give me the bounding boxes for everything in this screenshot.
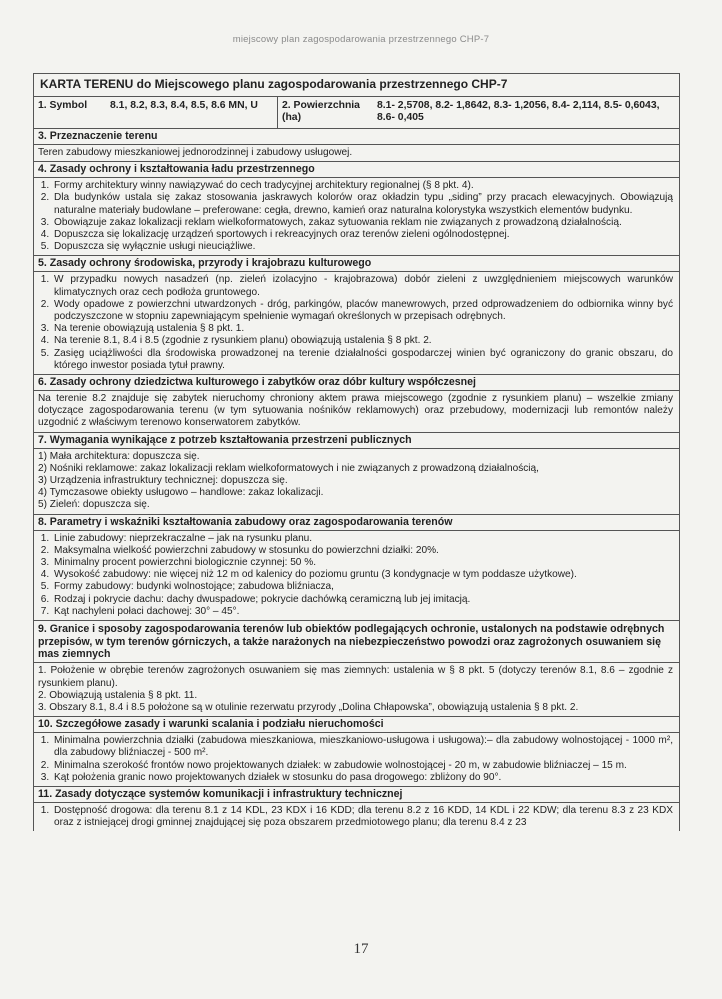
section-heading: 8. Parametry i wskaźniki kształtowania zabudowy oraz zagospodarowania terenów bbox=[34, 515, 679, 531]
card-title: KARTA TERENU do Miejscowego planu zagospodarowania przestrzennego CHP-7 bbox=[34, 74, 679, 97]
section-heading: 6. Zasady ochrony dziedzictwa kulturowego i zabytków oraz dóbr kultury współczesnej bbox=[34, 375, 679, 391]
section-body bbox=[34, 449, 679, 515]
list-item: 4. Na terenie 8.1, 8.4 i 8.5 (zgodnie z rysunkiem planu) obowiązują ustalenia § 8 pkt. 2. bbox=[52, 335, 673, 347]
symbol-label: 1. Symbol bbox=[38, 100, 88, 111]
section-body: Na terenie 8.2 znajduje się zabytek nieruchomy chroniony aktem prawa miejscowego (zgodnie z rysunkiem planu) – wszelkie zmiany dotyczące zagospodarowania terenu (w tym sytuowania nośników reklamowych) oraz przebudowy, modernizacji lub remontów należy uzgodnić z właściwym terenowo konserwatorem zabytków. bbox=[34, 391, 679, 433]
list-item: 5. Zasięg uciążliwości dla środowiska prowadzonej na terenie działalności gospodarczej winien być ograniczony do granic obszaru, do którego inwestor posiada tytuł prawny. bbox=[52, 348, 673, 372]
section-body bbox=[34, 531, 679, 621]
list-item: 2. Maksymalna wielkość powierzchni zabudowy w stosunku do powierzchni działki: 20%. bbox=[52, 545, 673, 557]
list-item: 1. Dostępność drogowa: dla terenu 8.1 z 14 KDL, 23 KDX i 16 KDD; dla terenu 8.2 z 16 KDD, 14 KDL i 22 KDW; dla terenu 8.3 z 23 KDX oraz z istniejącej drogi gminnej znajdującej się poza obszarem przedmiotowego planu; dla terenu 8.4 z 23 bbox=[52, 805, 673, 829]
list-item: 7. Kąt nachyleni połaci dachowej: 30° – 45°. bbox=[52, 606, 673, 618]
symbol-area-row bbox=[34, 97, 679, 129]
section-body bbox=[34, 178, 679, 256]
section-heading: 5. Zasady ochrony środowiska, przyrody i krajobrazu kulturowego bbox=[34, 256, 679, 272]
section-heading: 4. Zasady ochrony i kształtowania ładu przestrzennego bbox=[34, 162, 679, 178]
list-item: 1. Linie zabudowy: nieprzekraczalne – jak na rysunku planu. bbox=[52, 533, 673, 545]
list-item: 3. Na terenie obowiązują ustalenia § 8 pkt. 1. bbox=[52, 323, 673, 335]
list-item: 2. Obowiązują ustalenia § 8 pkt. 11. bbox=[38, 689, 198, 701]
list-item: 3. Obowiązuje zakaz lokalizacji reklam wielkoformatowych, zakaz sytuowania reklam nie związanych z prowadzoną działalnością. bbox=[52, 217, 673, 229]
symbol-value: 8.1, 8.2, 8.3, 8.4, 8.5, 8.6 MN, U bbox=[110, 100, 258, 111]
list-item: 4) Tymczasowe obiekty usługowo – handlowe: zakaz lokalizacji. bbox=[38, 487, 324, 499]
list-item: 2. Minimalna szerokość frontów nowo projektowanych działek: w zabudowie wolnostojącej - 20 m, w zabudowie bliźniaczej – 15 m. bbox=[52, 760, 673, 772]
land-card-table bbox=[33, 73, 680, 831]
list-item: 3. Minimalny procent powierzchni biologicznie czynnej: 50 %. bbox=[52, 557, 673, 569]
list-item: 2. Dla budynków ustala się zakaz stosowania jaskrawych kolorów oraz okładzin typu „siding” przy pracach elewacyjnych. Obowiązują naturalne materiały budowlane – preferowane: cegła, drewno, kamień oraz naturalna kolorystyka wszystkich elementów budynku. bbox=[52, 192, 673, 216]
list-item: 1. Minimalna powierzchnia działki (zabudowa mieszkaniowa, mieszkaniowo-usługowa i usługowa):– dla zabudowy wolnostojącej - 1000 m², dla zabudowy bliźniaczej - 500 m². bbox=[52, 735, 673, 759]
list-item: 5. Formy zabudowy: budynki wolnostojące; zabudowa bliźniacza, bbox=[52, 581, 673, 593]
list-item: 1) Mała architektura: dopuszcza się. bbox=[38, 450, 200, 462]
page-number: 17 bbox=[353, 941, 369, 957]
list-item: 2. Wody opadowe z powierzchni utwardzonych - dróg, parkingów, placów manewrowych, przed odprowadzeniem do odbiornika winny być podczyszczone w stopniu zapewniającym spełnienie wymagań określonych w przepisach odrębnych. bbox=[52, 299, 673, 323]
area-cell bbox=[278, 97, 679, 128]
section-body bbox=[34, 733, 679, 787]
running-header: miejscowy plan zagospodarowania przestrzennego CHP-7 bbox=[232, 34, 490, 45]
list-item: 1. W przypadku nowych nasadzeń (np. zieleń izolacyjno - krajobrazowa) dobór zieleni z uwzględnieniem miejscowych warunków klimatycznych oraz cech podłoża gruntowego. bbox=[52, 274, 673, 298]
area-value: 8.1- 2,5708, 8.2- 1,8642, 8.3- 1,2056, 8.4- 2,114, 8.5- 0,6043, 8.6- 0,405 bbox=[377, 100, 660, 124]
section-heading: 9. Granice i sposoby zagospodarowania terenów lub obiektów podlegających ochronie, ustalonych na podstawie odrębnych przepisów, w tym terenów górniczych, a także narażonych na niebezpieczeństwo powodzi oraz zagrożonych osuwaniem się mas ziemnych bbox=[34, 621, 679, 663]
section-heading: 11. Zasady dotyczące systemów komunikacji i infrastruktury technicznej bbox=[34, 787, 679, 803]
list-item: 3. Kąt położenia granic nowo projektowanych działek w stosunku do pasa drogowego: zbliżony do 90°. bbox=[52, 772, 673, 784]
list-item: 2) Nośniki reklamowe: zakaz lokalizacji reklam wielkoformatowych i nie związanych z prowadzoną działalnością, bbox=[38, 462, 539, 474]
section-body bbox=[34, 803, 679, 831]
list-item: 3. Obszary 8.1, 8.4 i 8.5 położone są w otulinie rezerwatu przyrody „Dolina Chłapowska”, obowiązują ustalenia § 8 pkt. 2. bbox=[38, 701, 579, 713]
list-item: 1. Położenie w obrębie terenów zagrożonych osuwaniem się mas ziemnych: ustalenia w § 8 pkt. 5 (dotyczy terenów 8.1, 8.6 – zgodnie z rysunkiem planu). bbox=[38, 665, 673, 689]
section-heading: 3. Przeznaczenie terenu bbox=[34, 129, 679, 145]
section-heading: 10. Szczegółowe zasady i warunki scalania i podziału nieruchomości bbox=[34, 717, 679, 733]
list-item: 5) Zieleń: dopuszcza się. bbox=[38, 499, 150, 511]
list-item: 1. Formy architektury winny nawiązywać do cech tradycyjnej architektury regionalnej (§ 8 pkt. 4). bbox=[52, 180, 673, 192]
list-item: 5. Dopuszcza się wyłącznie usługi nieuciążliwe. bbox=[52, 241, 673, 253]
list-item: 3) Urządzenia infrastruktury technicznej: dopuszcza się. bbox=[38, 475, 288, 487]
area-label: 2. Powierzchnia (ha) bbox=[282, 100, 360, 124]
section-body bbox=[34, 272, 679, 375]
section-body bbox=[34, 663, 679, 717]
list-item: 6. Rodzaj i pokrycie dachu: dachy dwuspadowe; pokrycie dachówką ceramiczną lub jej imitacją. bbox=[52, 594, 673, 606]
symbol-cell bbox=[34, 97, 278, 128]
list-item: 4. Dopuszcza się lokalizację urządzeń sportowych i rekreacyjnych oraz terenów zieleni ogólnodostępnej. bbox=[52, 229, 673, 241]
section-body: Teren zabudowy mieszkaniowej jednorodzinnej i zabudowy usługowej. bbox=[34, 145, 679, 162]
list-item: 4. Wysokość zabudowy: nie więcej niż 12 m od kalenicy do poziomu gruntu (3 kondygnacje w tym poddasze użytkowe). bbox=[52, 569, 673, 581]
section-heading: 7. Wymagania wynikające z potrzeb kształtowania przestrzeni publicznych bbox=[34, 433, 679, 449]
